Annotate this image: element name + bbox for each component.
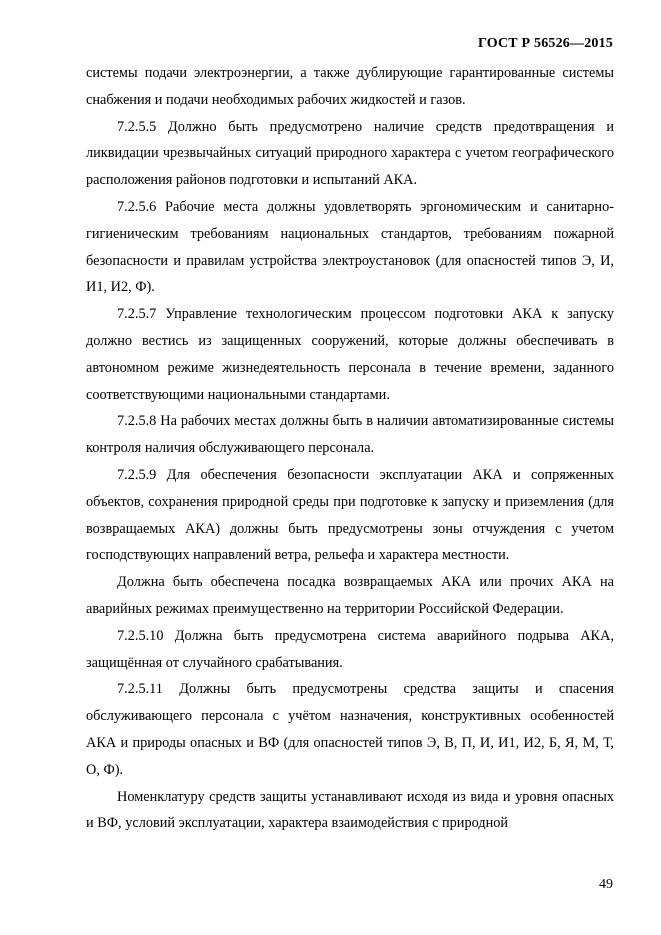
paragraph-7-2-5-5: 7.2.5.5 Должно быть предусмотрено наличие средств предотвращения и ликвидации чрезвычайных ситуаций природного характера с учетом географического расположения районов подготовки и испытаний АКА. — [86, 118, 614, 189]
paragraph-7-2-5-11: 7.2.5.11 Должны быть предусмотрены средства защиты и спасения обслуживающего персонала с учётом назначения, конструктивных особенностей АКА и природы опасных и ВФ (для опасностей типов Э, В, П, И, И1, И2, Б, Я, М, Т, О, Ф). — [86, 681, 614, 778]
paragraph-7-2-5-7: 7.2.5.7 Управление технологическим процессом подготовки АКА к запуску должно вестись из защищенных сооружений, которые должны обеспечивать в автономном режиме жизнедеятельность персонала в течение времени, заданного соответствующими национальными стандартами. — [86, 306, 614, 403]
paragraph-protection-nomenclature: Номенклатуру средств защиты устанавливают исходя из вида и уровня опасных и ВФ, условий эксплуатации, характера взаимодействия с природной — [86, 788, 614, 832]
paragraph-7-2-5-6: 7.2.5.6 Рабочие места должны удовлетворять эргономическим и санитарно-гигиеническим требованиям национальных стандартов, требованиям пожарной безопасности и правилам устройства электроустановок (для опасностей типов Э, И, И1, И2, Ф). — [86, 198, 614, 296]
paragraph-7-2-5-10: 7.2.5.10 Должна быть предусмотрена система аварийного подрыва АКА, защищённая от случайного срабатывания. — [86, 627, 614, 671]
paragraph-7-2-5-9: 7.2.5.9 Для обеспечения безопасности эксплуатации АКА и сопряженных объектов, сохранения природной среды при подготовке к запуску и приземления (для возвращаемых АКА) должны быть предусмотрены зоны отчуждения с учетом господствующих направлений ветра, рельефа и характера местности. — [86, 466, 614, 564]
document-header: ГОСТ Р 56526—2015 — [477, 36, 613, 51]
paragraph-landing: Должна быть обеспечена посадка возвращаемых АКА или прочих АКА на аварийных режимах преимущественно на территории Российской Федерации. — [86, 574, 614, 617]
document-body — [86, 60, 614, 837]
page-number: 49 — [599, 877, 613, 892]
paragraph-continuation: системы подачи электроэнергии, а также дублирующие гарантированные системы снабжения и подачи необходимых рабочих жидкостей и газов. — [86, 65, 614, 108]
paragraph-7-2-5-8: 7.2.5.8 На рабочих местах должны быть в наличии автоматизированные системы контроля наличия обслуживающего персонала. — [86, 413, 614, 457]
